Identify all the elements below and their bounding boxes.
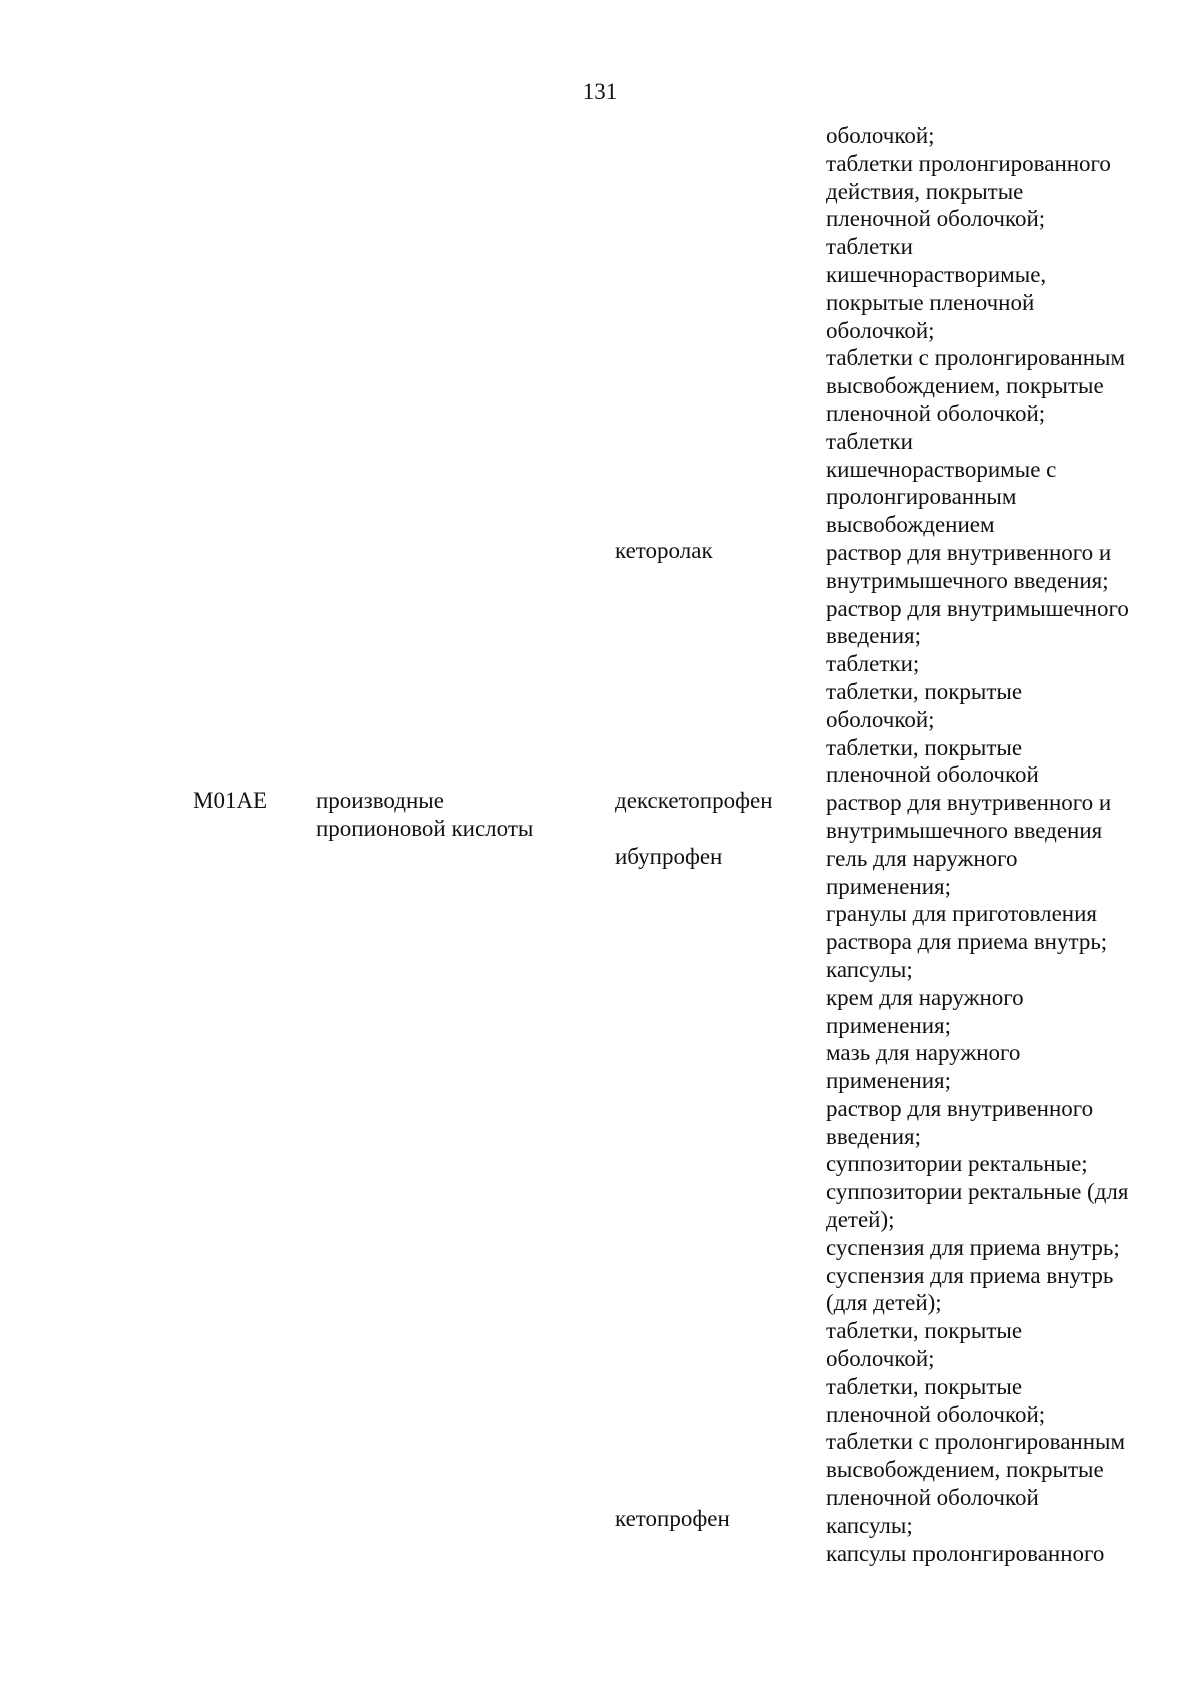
dosage-form-line: гранулы для приготовления xyxy=(826,901,1097,927)
dosage-forms-column xyxy=(826,122,1166,1567)
dosage-form-line: детей); xyxy=(826,1207,895,1233)
atc-group-line: пропионовой кислоты xyxy=(316,815,534,841)
dosage-form-line: крем для наружного xyxy=(826,984,1024,1010)
dosage-form-line: применения; xyxy=(826,873,951,899)
dosage-form-line: пролонгированным xyxy=(826,484,1017,510)
dosage-form-line: пленочной оболочкой xyxy=(826,1485,1039,1511)
dosage-form-line: применения; xyxy=(826,1068,951,1094)
dosage-form-line: кишечнорастворимые с xyxy=(826,456,1057,482)
dosage-form-line: раствор для внутривенного xyxy=(826,1095,1094,1121)
dosage-form-line: пленочной оболочкой; xyxy=(826,206,1046,232)
dosage-form-line: капсулы; xyxy=(826,1512,913,1538)
dosage-form-line: таблетки, покрытые xyxy=(826,734,1023,760)
dosage-form-line: таблетки с пролонгированным xyxy=(826,345,1126,371)
dosage-form-line: таблетки, покрытые xyxy=(826,1373,1023,1399)
dosage-form-line: пленочной оболочкой xyxy=(826,762,1039,788)
dosage-form-line: внутримышечного введения xyxy=(826,817,1103,843)
dosage-form-line: капсулы пролонгированного xyxy=(826,1540,1105,1566)
dosage-form-line: высвобождением, покрытые xyxy=(826,1457,1104,1483)
page-number: 131 xyxy=(582,79,618,104)
dosage-form-line: оболочкой; xyxy=(826,123,935,148)
dosage-form-line: мазь для наружного xyxy=(826,1040,1021,1066)
dosage-form-line: гель для наружного xyxy=(826,845,1018,871)
dosage-form-line: таблетки xyxy=(826,234,913,260)
dosage-form-line: таблетки; xyxy=(826,651,920,677)
dosage-form-line: таблетки, покрытые xyxy=(826,1318,1023,1344)
dosage-form-line: суспензия для приема внутрь; xyxy=(826,1234,1120,1260)
dosage-form-line: суппозитории ректальные (для xyxy=(826,1179,1129,1205)
atc-group-line: производные xyxy=(316,788,444,813)
dosage-form-line: раствора для приема внутрь; xyxy=(826,929,1108,955)
dosage-form-line: кишечнорастворимые, xyxy=(826,261,1047,287)
drug-name-ketorolac: кеторолак xyxy=(615,538,713,563)
dosage-form-line: применения; xyxy=(826,1012,951,1038)
atc-group xyxy=(316,787,533,843)
dosage-form-line: суспензия для приема внутрь xyxy=(826,1262,1114,1288)
dosage-form-line: высвобождением, покрытые xyxy=(826,373,1104,399)
dosage-form-line: покрытые пленочной xyxy=(826,289,1035,315)
dosage-form-line: высвобождением xyxy=(826,512,995,538)
dosage-form-line: таблетки с пролонгированным xyxy=(826,1429,1126,1455)
dosage-form-line: таблетки пролонгированного xyxy=(826,150,1111,176)
dosage-form-line: оболочкой; xyxy=(826,1346,935,1372)
dosage-form-line: действия, покрытые xyxy=(826,178,1024,204)
dosage-form-line: таблетки, покрытые xyxy=(826,678,1023,704)
dosage-form-line: суппозитории ректальные; xyxy=(826,1151,1088,1177)
drug-name-ibuprofen: ибупрофен xyxy=(615,844,723,869)
dosage-form-line: внутримышечного введения; xyxy=(826,567,1109,593)
drug-name-dexketoprofen: декскетопрофен xyxy=(615,788,773,813)
dosage-form-line: оболочкой; xyxy=(826,706,935,732)
dosage-form-line: таблетки xyxy=(826,428,913,454)
dosage-form-line: пленочной оболочкой; xyxy=(826,1401,1046,1427)
dosage-form-line: введения; xyxy=(826,1123,921,1149)
dosage-form-line: пленочной оболочкой; xyxy=(826,400,1046,426)
dosage-form-line: (для детей); xyxy=(826,1290,942,1316)
atc-code: M01AE xyxy=(193,788,268,813)
dosage-form-line: раствор для внутривенного и xyxy=(826,790,1112,816)
dosage-form-line: раствор для внутримышечного xyxy=(826,595,1129,621)
dosage-form-line: капсулы; xyxy=(826,956,913,982)
dosage-form-line: оболочкой; xyxy=(826,317,935,343)
dosage-form-line: введения; xyxy=(826,623,921,649)
dosage-form-line: раствор для внутривенного и xyxy=(826,539,1112,565)
drug-name-ketoprofen: кетопрофен xyxy=(615,1506,730,1531)
